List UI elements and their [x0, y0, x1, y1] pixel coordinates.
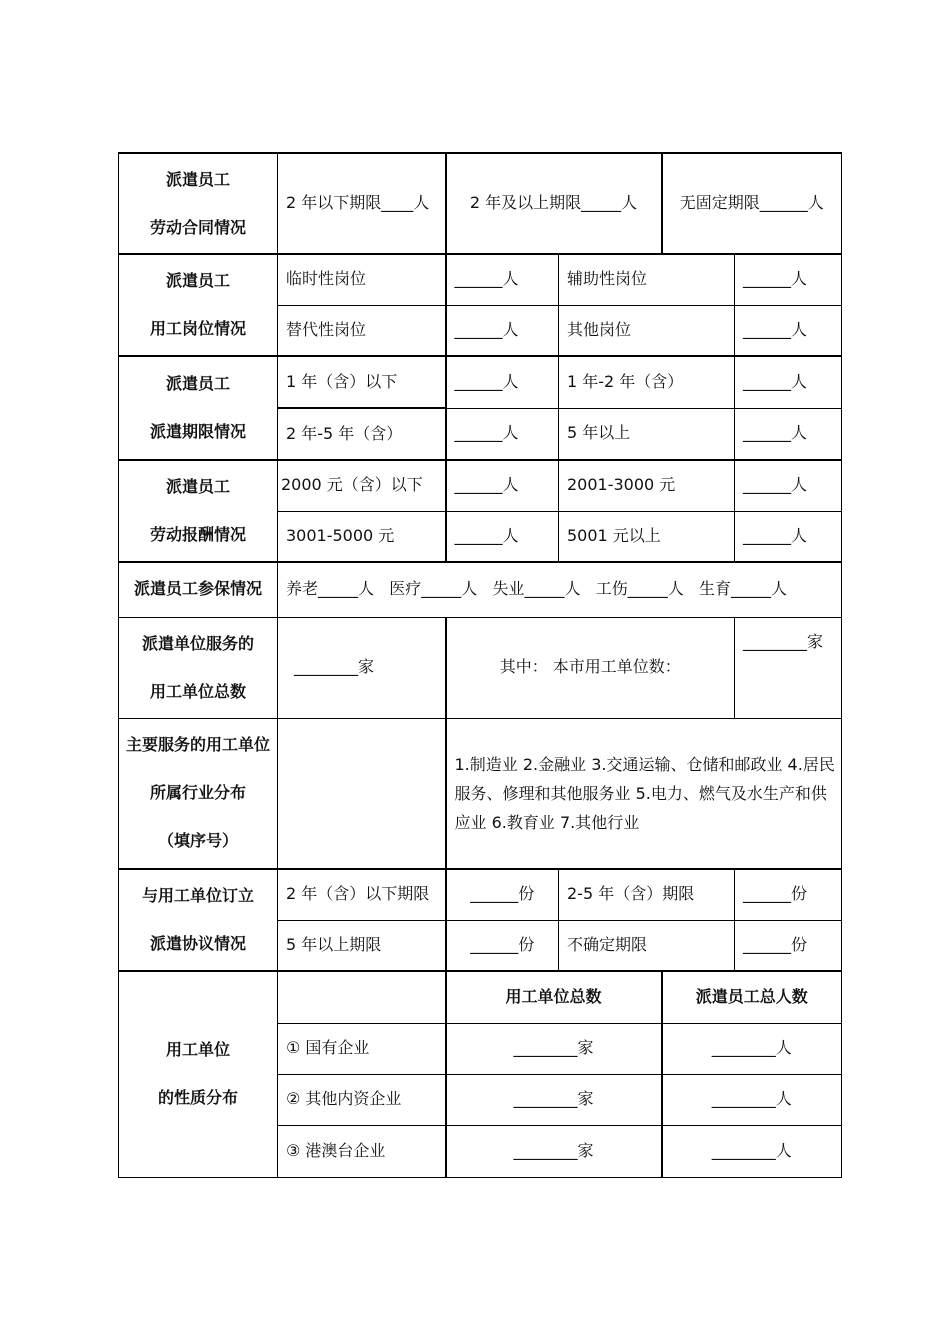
contract-open-ended: 无固定期限______人	[662, 153, 842, 254]
agreement-r4-value: ______份	[735, 920, 842, 971]
insurance-row	[119, 562, 842, 617]
term-row-1	[119, 356, 842, 408]
term-r2-value: ______人	[735, 356, 842, 408]
units-local-label: 其中： 本市用工单位数：	[446, 617, 735, 718]
term-r1-value: ______人	[446, 356, 559, 408]
nature-row-units: ________家	[446, 1023, 662, 1074]
industry-options: 1.制造业 2.金融业 3.交通运输、仓储和邮政业 4.居民服务、修理和其他服务业 5.电力、燃气及水生产和供应业 6.教育业 7.其他行业	[446, 718, 842, 869]
units-header-line2: 用工单位总数	[149, 681, 246, 701]
nature-header-line2: 的性质分布	[157, 1088, 238, 1108]
nature-row-staff: ________人	[662, 1125, 842, 1177]
posts-auxiliary-value: ______人	[735, 254, 842, 305]
term-r1: 1 年（含）以下	[278, 356, 446, 408]
agreement-header	[119, 869, 278, 971]
pay-r1: 2000 元（含）以下	[278, 460, 446, 511]
agreement-r2-value: ______份	[735, 869, 842, 920]
agreement-header-line1: 与用工单位订立	[141, 886, 254, 905]
term-header-line1: 派遣员工	[165, 374, 230, 393]
pay-r2: 2001-3000 元	[559, 460, 735, 511]
term-r4: 5 年以上	[559, 408, 735, 460]
posts-other-value: ______人	[735, 305, 842, 356]
agreement-header-line2: 派遣协议情况	[149, 934, 246, 953]
agreement-r2: 2-5 年（含）期限	[559, 869, 735, 920]
nature-header-row	[119, 971, 842, 1023]
industry-header-line2: 所属行业分布	[149, 783, 246, 803]
posts-temporary: 临时性岗位	[278, 254, 446, 305]
nature-col-staff: 派遣员工总人数	[662, 971, 842, 1023]
insurance-header: 派遣员工参保情况	[119, 562, 278, 617]
agreement-r4: 不确定期限	[559, 920, 735, 971]
agreement-r3: 5 年以上期限	[278, 920, 446, 971]
posts-row-1	[119, 254, 842, 305]
pay-header	[119, 460, 278, 562]
nature-row-label: ③ 港澳台企业	[278, 1125, 446, 1177]
units-header	[119, 617, 278, 718]
contract-header	[119, 153, 278, 254]
term-r3-value: ______人	[446, 408, 559, 460]
pay-r4: 5001 元以上	[559, 511, 735, 562]
posts-header-line2: 用工岗位情况	[149, 319, 246, 338]
pay-header-line1: 派遣员工	[165, 477, 230, 496]
pay-r2-value: ______人	[735, 460, 842, 511]
posts-header-line1: 派遣员工	[165, 271, 230, 290]
pay-r3-value: ______人	[446, 511, 559, 562]
agreement-r1-value: ______份	[446, 869, 559, 920]
pay-r3: 3001-5000 元	[278, 511, 446, 562]
term-r2: 1 年-2 年（含）	[559, 356, 735, 408]
pay-row-1	[119, 460, 842, 511]
nature-row-label: ② 其他内资企业	[278, 1074, 446, 1125]
agreement-r3-value: ______份	[446, 920, 559, 971]
nature-row-staff: ________人	[662, 1023, 842, 1074]
agreement-r1: 2 年（含）以下期限	[278, 869, 446, 920]
pay-r4-value: ______人	[735, 511, 842, 562]
posts-substitute-value: ______人	[446, 305, 559, 356]
pay-header-line2: 劳动报酬情况	[149, 525, 246, 544]
term-r3: 2 年-5 年（含）	[278, 408, 446, 460]
agreement-row-1	[119, 869, 842, 920]
contract-over2: 2 年及以上期限_____人	[446, 153, 662, 254]
dispatch-report-table	[118, 152, 842, 1178]
industry-header	[119, 718, 278, 869]
nature-header-line1: 用工单位	[165, 1040, 230, 1060]
insurance-values: 养老_____人 医疗_____人 失业_____人 工伤_____人 生育_____人	[278, 562, 842, 617]
nature-blank-header	[278, 971, 446, 1023]
posts-header	[119, 254, 278, 356]
nature-header	[119, 971, 278, 1177]
nature-row-units: ________家	[446, 1074, 662, 1125]
posts-other: 其他岗位	[559, 305, 735, 356]
industry-answer-cell	[278, 718, 446, 869]
term-r4-value: ______人	[735, 408, 842, 460]
term-header-line2: 派遣期限情况	[149, 422, 246, 441]
nature-row-staff: ________人	[662, 1074, 842, 1125]
units-total-value: ________家	[278, 617, 446, 718]
posts-auxiliary: 辅助性岗位	[559, 254, 735, 305]
contract-header-line1: 派遣员工	[165, 169, 230, 189]
industry-row	[119, 718, 842, 869]
units-row	[119, 617, 842, 718]
industry-header-line3: （填序号）	[157, 831, 238, 851]
nature-col-units: 用工单位总数	[446, 971, 662, 1023]
pay-r1-value: ______人	[446, 460, 559, 511]
nature-row-units: ________家	[446, 1125, 662, 1177]
contract-header-line2: 劳动合同情况	[149, 217, 246, 237]
posts-substitute: 替代性岗位	[278, 305, 446, 356]
industry-header-line1: 主要服务的用工单位	[125, 735, 270, 755]
contract-row	[119, 153, 842, 254]
units-local-value: ________家	[735, 617, 842, 718]
nature-row-label: ① 国有企业	[278, 1023, 446, 1074]
units-header-line1: 派遣单位服务的	[141, 633, 254, 653]
posts-temporary-value: ______人	[446, 254, 559, 305]
contract-under2: 2 年以下期限____人	[278, 153, 446, 254]
term-header	[119, 356, 278, 460]
